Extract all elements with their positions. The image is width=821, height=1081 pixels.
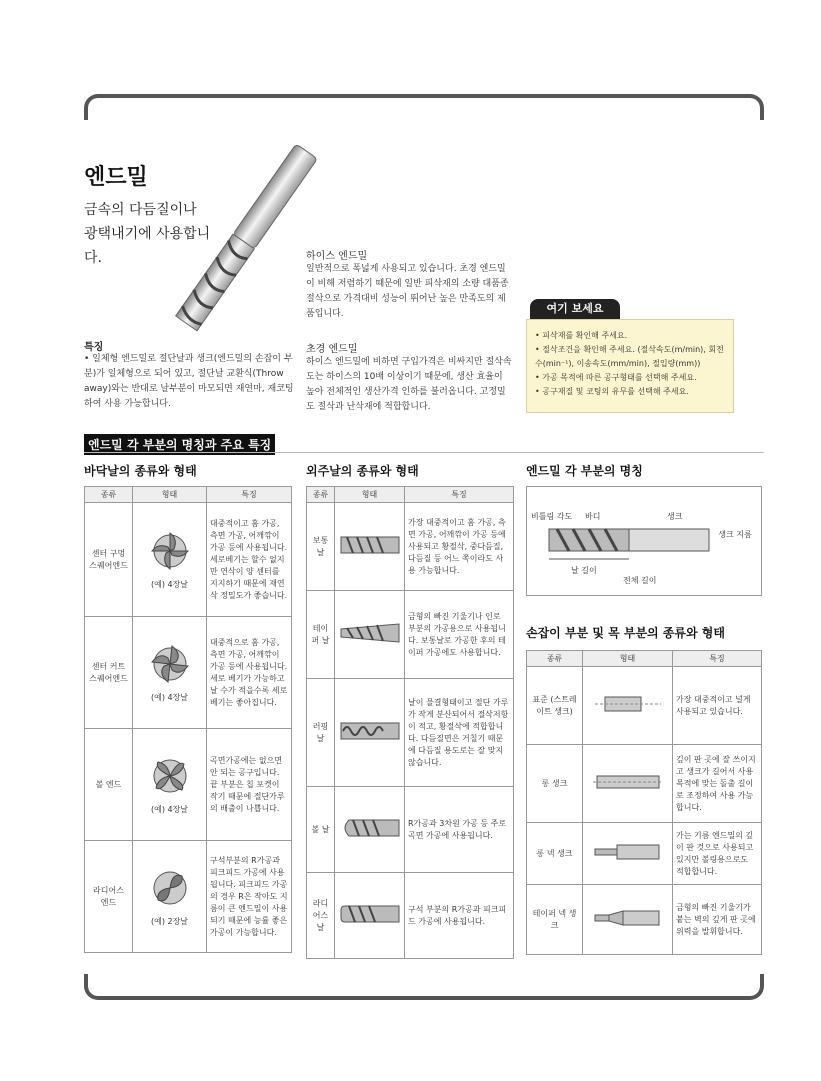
desc-cell: 날이 물결형태이고 절단 가루가 작게 분산되어서 절삭저항이 적고, 황절삭에 적합합니다. 다듬질면은 거칠기 때문에 다듬질 용도로는 잘 맞지 않습니다. bbox=[405, 679, 514, 787]
kind-cell: 볼 엔드 bbox=[85, 729, 133, 841]
flute-length-label: 날 길이 bbox=[571, 566, 597, 575]
desc-cell: 깊이 판 곳에 잘 쓰이지고 생크가 길어서 사용 목적에 맞는 돌출 길이로 조정하여 사용 가능합니다. bbox=[673, 745, 762, 823]
col-header: 특징 bbox=[673, 651, 762, 667]
desc-cell: 구석부분의 R가공과 피크피드 가공에 사용됩니다. 피크피드 가공의 경우 R은 작아도 지름이 큰 엔드밀이 사용되기 때문에 능률 좋은 가공이 가능합니다. bbox=[207, 841, 292, 953]
shape-cell bbox=[335, 503, 405, 591]
hss-text: 일반적으로 폭넓게 사용되고 있습니다. 초경 엔드밀이 비해 저렴하기 때문에 일반 피삭재의 소량 대품종 절삭으로 가격대비 성능이 뛰어난 높은 만족도의 제품입니다. bbox=[306, 264, 509, 319]
radius-flute-icon bbox=[339, 902, 401, 926]
col-header: 종류 bbox=[527, 651, 583, 667]
taper-neck-shank-icon bbox=[593, 907, 663, 929]
table-row bbox=[85, 729, 292, 841]
shape-cell bbox=[133, 617, 207, 729]
desc-cell: 가는 기름 엔드밀의 깊이 판 것으로 사용되고 있지만 볼링용으로도 적합합니다. bbox=[673, 823, 762, 885]
table-row bbox=[527, 745, 762, 823]
table-row bbox=[85, 617, 292, 729]
center-cut-icon bbox=[148, 642, 192, 686]
desc-cell: 구석 부분의 R가공과 피크피드 가공에 사용됩니다. bbox=[405, 873, 514, 959]
kind-cell: 테이퍼 날 bbox=[307, 591, 335, 679]
example-label: (예) 4장날 bbox=[150, 692, 189, 702]
table-row bbox=[307, 679, 514, 787]
kind-cell: 표준 (스트레이트 생크) bbox=[527, 667, 583, 745]
features-text: • 일체형 엔드밀로 절단날과 생크(엔드밀의 손잡이 부분)가 일체형으로 되어 있고, 절단날 교환식(Throw away)와는 반대로 날부분이 마모되면 재연마, 재코팅하여 사용 가능합니다. bbox=[84, 354, 294, 409]
carbide-label: 초경 엔드밀 bbox=[306, 344, 358, 355]
bottom-edge-table bbox=[84, 486, 292, 953]
shank-dia-label: 생크 지름 bbox=[718, 530, 752, 539]
note-title: 여기 보세요 bbox=[530, 299, 620, 319]
ball-end-icon bbox=[148, 754, 192, 798]
shape-cell bbox=[583, 885, 673, 955]
radius-end-icon bbox=[148, 866, 192, 910]
shape-cell bbox=[335, 591, 405, 679]
shape-cell bbox=[583, 745, 673, 823]
shank-label: 생크 bbox=[667, 512, 683, 521]
shape-cell bbox=[133, 841, 207, 953]
table-row bbox=[527, 823, 762, 885]
shank-table-title: 손잡이 부분 및 목 부분의 종류와 형태 bbox=[526, 626, 725, 640]
col-header: 종류 bbox=[307, 487, 335, 503]
desc-cell: 대중적이고 홈 가공, 측면 가공, 어깨깎이 가공 등에 사용됩니다. 세로베기는 할수 없지만 연삭이 양 센터를 지지하기 때문에 재연삭 정밀도가 좋습니다. bbox=[207, 503, 292, 617]
kind-cell: 센터 커트 스퀘어엔드 bbox=[85, 617, 133, 729]
page-subtitle: 금속의 다듬질이나 광택내기에 사용합니다. bbox=[84, 202, 211, 266]
outer-edge-table bbox=[306, 486, 514, 959]
carbide-text: 하이스 엔드밀에 비하면 구입가격은 비싸지만 절삭속도는 하이스의 10배 이상이기 때문에, 생산 효율이 높아 전체적인 생산가격 인하를 불러옵니다. 고정밀도 절삭과 난삭재에 적합합니다. bbox=[306, 357, 512, 412]
desc-cell: R가공과 3차원 가공 등 주로 곡면 가공에 사용됩니다. bbox=[405, 787, 514, 873]
shape-cell bbox=[335, 679, 405, 787]
shape-cell bbox=[133, 729, 207, 841]
hss-label: 하이스 엔드밀 bbox=[306, 251, 368, 262]
ball-flute-icon bbox=[339, 816, 401, 840]
note-item: • 절삭조건을 확인해 주세요. (절삭속도(m/min), 회전수(min⁻¹), 이송속도(mm/min), 절입량(mm)) bbox=[535, 345, 724, 368]
four-flute-square-icon bbox=[148, 529, 192, 573]
end-mill-side-icon bbox=[547, 523, 717, 563]
frame-bottom bbox=[84, 974, 764, 1000]
desc-cell: 금형의 빠진 기울기가 붙는 벽의 깊게 판 곳에 위력을 발휘합니다. bbox=[673, 885, 762, 955]
col-header: 형태 bbox=[335, 487, 405, 503]
example-label: (예) 4장날 bbox=[150, 579, 189, 589]
kind-cell: 러핑 날 bbox=[307, 679, 335, 787]
shank-table bbox=[526, 650, 762, 955]
table-row bbox=[307, 873, 514, 959]
kind-cell: 볼 날 bbox=[307, 787, 335, 873]
col-header: 특징 bbox=[405, 487, 514, 503]
kind-cell: 라디어스 날 bbox=[307, 873, 335, 959]
table-row bbox=[307, 591, 514, 679]
table-row bbox=[85, 841, 292, 953]
kind-cell: 롱 생크 bbox=[527, 745, 583, 823]
example-label: (예) 4장날 bbox=[150, 804, 189, 814]
desc-cell: 곡면가공에는 없으면 안 되는 공구입니다. 끝 부분은 칩 포켓이 작기 때문에 절단가루의 배출이 나쁩니다. bbox=[207, 729, 292, 841]
shape-cell bbox=[133, 503, 207, 617]
shape-cell bbox=[583, 823, 673, 885]
section-title: 엔드밀 각 부분의 명칭과 주요 특징 bbox=[84, 434, 275, 455]
frame-top bbox=[84, 94, 764, 120]
parts-diagram bbox=[526, 486, 762, 596]
col-header: 형태 bbox=[133, 487, 207, 503]
outer-table-title: 외주날의 종류와 형태 bbox=[306, 464, 419, 478]
section-divider bbox=[84, 452, 764, 453]
standard-shank-icon bbox=[593, 693, 663, 715]
table-row bbox=[85, 503, 292, 617]
col-header: 종류 bbox=[85, 487, 133, 503]
desc-cell: 대중적으로 홈 가공, 측면 가공, 어깨깎이 가공 등에 사용됩니다. 세로 베기가 가능하고 날 수가 적을수록 세로 베기는 좋아집니다. bbox=[207, 617, 292, 729]
table-row bbox=[527, 885, 762, 955]
note-item: • 공구재질 및 코팅의 유무를 선택해 주세요. bbox=[535, 387, 689, 396]
col-header: 특징 bbox=[207, 487, 292, 503]
body-label: 바디 bbox=[585, 512, 601, 521]
helix-label: 비틀림 각도 bbox=[531, 512, 573, 521]
kind-cell: 보통 날 bbox=[307, 503, 335, 591]
kind-cell: 라디어스 엔드 bbox=[85, 841, 133, 953]
shape-cell bbox=[335, 787, 405, 873]
total-length-label: 전체 길이 bbox=[623, 576, 657, 585]
note-item: • 가공 목적에 따른 공구형태를 선택해 주세요. bbox=[535, 373, 697, 382]
col-header: 형태 bbox=[583, 651, 673, 667]
table-row bbox=[307, 503, 514, 591]
features-label: 특징 bbox=[84, 342, 104, 353]
parts-title: 엔드밀 각 부분의 명칭 bbox=[526, 464, 643, 478]
table-row bbox=[307, 787, 514, 873]
note-box bbox=[526, 319, 734, 413]
kind-cell: 롱 넥 생크 bbox=[527, 823, 583, 885]
table-row bbox=[527, 667, 762, 745]
long-neck-shank-icon bbox=[593, 841, 663, 863]
shape-cell bbox=[335, 873, 405, 959]
long-shank-icon bbox=[593, 771, 663, 793]
example-label: (예) 2장날 bbox=[150, 916, 189, 926]
page-title: 엔드밀 bbox=[84, 165, 148, 190]
note-item: • 피삭재를 확인해 주세요. bbox=[535, 331, 628, 340]
desc-cell: 가장 대중적이고 널게 사용되고 있습니다. bbox=[673, 667, 762, 745]
kind-cell: 테이퍼 넥 생크 bbox=[527, 885, 583, 955]
regular-flute-icon bbox=[339, 533, 401, 557]
desc-cell: 금형의 빠진 기울기나 인로 부분의 가공용으로 사용됩니다. 보통날로 가공한 후의 테이퍼 가공에도 사용합니다. bbox=[405, 591, 514, 679]
bottom-table-title: 바닥날의 종류와 형태 bbox=[84, 464, 197, 478]
desc-cell: 가장 대중적이고 홈 가공, 측면 가공, 어깨깎이 가공 등에 사용되고 황절삭, 중다듬질, 다듬질 등 어느 쪽이라도 사용 가능합니다. bbox=[405, 503, 514, 591]
roughing-flute-icon bbox=[339, 719, 401, 743]
shape-cell bbox=[583, 667, 673, 745]
taper-flute-icon bbox=[339, 621, 401, 645]
kind-cell: 센터 구멍 스퀘어엔드 bbox=[85, 503, 133, 617]
